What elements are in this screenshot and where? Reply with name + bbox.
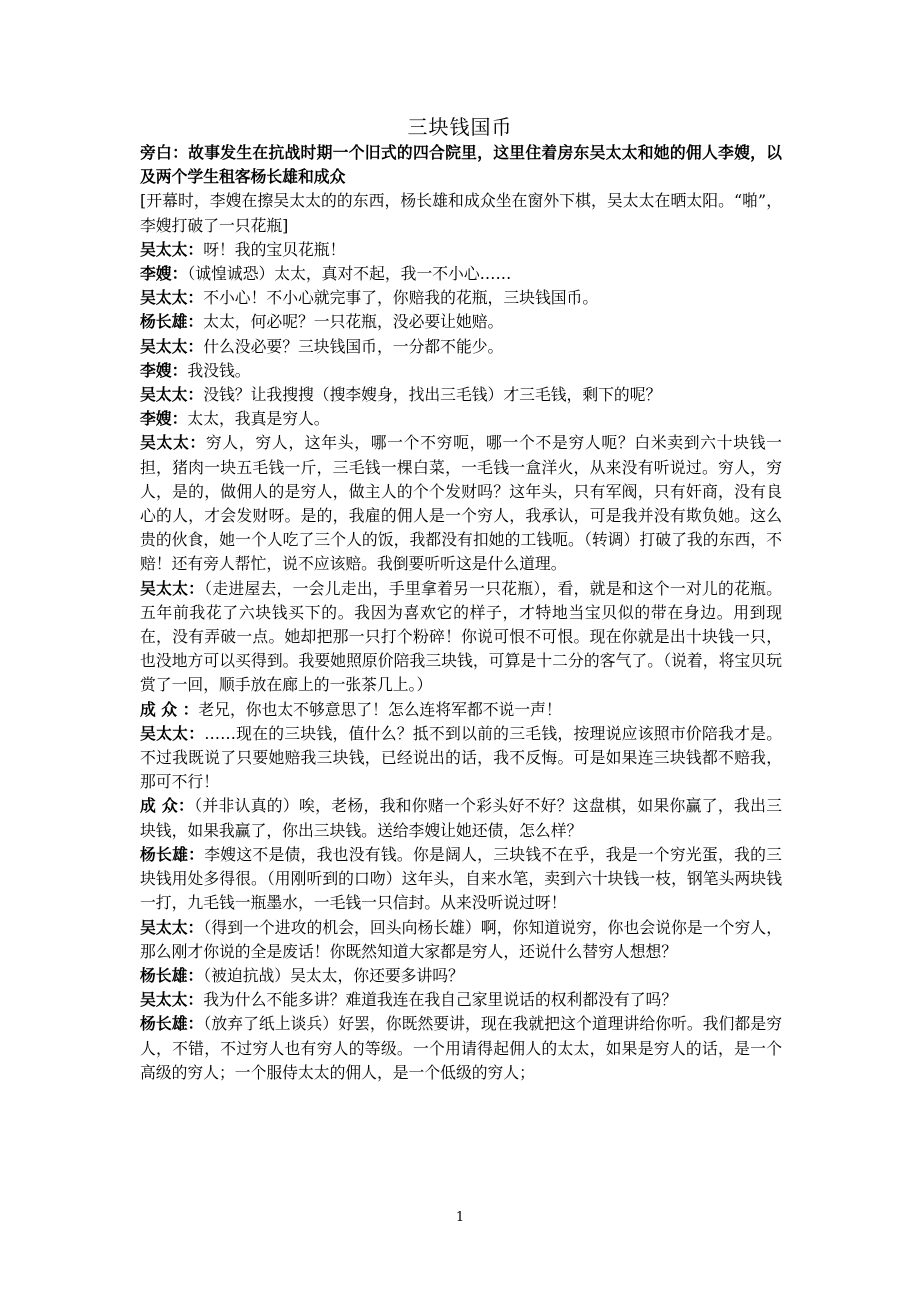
speaker-label: 吴太太： [140,990,204,1010]
dialogue-text: 穷人，穷人，这年头，哪一个不穷呃，哪一个不是穷人呃？白米卖到六十块钱一担，猪肉一块五毛钱一斤，三毛钱一棵白菜，一毛钱一盒洋火，从来没有听说过。穷人，穷人，是的，做佣人的是穷人，做主人的个个发财吗？这年头，只有军阀，只有奸商，没有良心的人，才会发财呀。是的，我雇的佣人是一个穷人，我承认，可是我并没有欺负她。这么贵的伙食，她一个人吃了三个人的饭，我都没有扣她的工钱呃。（转调）打破了我的东西，不赔！还有旁人帮忙，说不应该赔。我倒要听听这是什么道理。 [140,433,782,574]
speaker-label: 成 众： [140,796,195,816]
dialogue-text: 李嫂这不是债，我也没有钱。你是阔人，三块钱不在乎，我是一个穷光蛋，我的三块钱用处多得很。（用刚听到的口吻）这年头，自来水笔，卖到六十块钱一枝，钢笔头两块钱一打，九毛钱一瓶墨水，一毛钱一只信封。从来没听说过呀！ [140,844,782,913]
dialogue-paragraph [140,577,782,698]
dialogue-paragraph [140,1012,782,1085]
speaker-label: 李嫂： [140,360,188,380]
speaker-label: 吴太太： [140,723,205,743]
dialogue-text: 什么没必要？三块钱国币，一分都不能少。 [203,336,504,356]
dialogue-paragraph [140,916,782,964]
dialogue-text: 太太，我真是穷人。 [187,409,330,429]
dialogue-text: 没钱？让我搜搜（搜李嫂身，找出三毛钱）才三毛钱，剩下的呢？ [203,385,662,405]
dialogue-paragraph [140,431,782,576]
dialogue-paragraph [140,310,782,334]
dialogue-paragraph [140,189,782,237]
dialogue-text: 呀！我的宝贝花瓶！ [203,239,346,259]
script-body [140,141,782,1085]
dialogue-paragraph [140,964,782,988]
dialogue-paragraph [140,238,782,262]
dialogue-text: （走进屋去，一会儿走出，手里拿着另一只花瓶），看，就是和这个一对儿的花瓶。五年前我花了六块钱买下的。我因为喜欢它的样子，才特地当宝贝似的带在身边。用到现在，没有弄破一点。她却把那一只打个粉碎！你说可恨不可恨。现在你就是出十块钱一只，也没地方可以买得到。我要她照原价陪我三块钱，可算是十二分的客气了。（说着，将宝贝玩赏了一回，顺手放在廊上的一张茶几上。） [140,578,782,695]
speaker-label: 吴太太： [140,433,206,453]
dialogue-text: （放弃了纸上谈兵）好罢，你既然要讲，现在我就把这个道理讲给你听。我们都是穷人，不错，不过穷人也有穷人的等级。一个用请得起佣人的太太，如果是穷人的话，是一个高级的穷人；一个服侍太太的佣人，是一个低级的穷人； [140,1014,782,1082]
narration-paragraph [140,141,782,189]
speaker-label: 杨长雄： [140,965,204,985]
dialogue-paragraph [140,335,782,359]
dialogue-paragraph [140,262,782,286]
dialogue-paragraph [140,988,782,1012]
dialogue-text: （被迫抗战）吴太太，你还要多讲吗？ [203,965,464,985]
speaker-label: 吴太太： [140,578,205,598]
speaker-label: 吴太太： [140,288,204,308]
page-number: 1 [455,1210,465,1225]
speaker-label: 杨长雄： [140,844,205,864]
speaker-label: 旁白： [140,143,189,162]
speaker-label: 吴太太： [140,385,204,405]
dialogue-paragraph [140,286,782,310]
dialogue-text: 我为什么不能多讲？难道我连在我自己家里说话的权利都没有了吗？ [203,990,678,1010]
speaker-label: 杨长雄： [140,312,204,332]
dialogue-text: 故事发生在抗战时期一个旧式的四合院里，这里住着房东吴太太和她的佣人李嫂，以及两个学生租客杨长雄和成众 [140,143,782,187]
speaker-label: 成 众 ： [140,699,199,719]
page-title: 三块钱国币 [407,115,513,139]
dialogue-paragraph [140,843,782,916]
speaker-label: 李嫂： [140,409,188,429]
dialogue-text: 我没钱。 [187,360,251,380]
dialogue-paragraph [140,722,782,795]
dialogue-text: （诚惶诚恐）太太，真对不起，我一不小心…… [187,264,512,284]
dialogue-paragraph [140,383,782,407]
dialogue-paragraph [140,407,782,431]
dialogue-paragraph [140,794,782,842]
speaker-label: 李嫂： [140,264,188,284]
dialogue-paragraph [140,359,782,383]
dialogue-paragraph [140,698,782,722]
dialogue-text: （得到一个进攻的机会，回头向杨长雄）啊，你知道说穷，你也会说你是一个穷人，那么刚才你说的全是废话！你既然知道大家都是穷人，还说什么替穷人想想？ [140,917,782,961]
dialogue-text: （并非认真的）唉，老杨，我和你赌一个彩头好不好？这盘棋，如果你赢了，我出三块钱，如果我赢了，你出三块钱。送给李嫂让她还债，怎么样？ [140,796,783,840]
dialogue-text: ……现在的三块钱，值什么？抵不到以前的三毛钱，按理说应该照市价陪我才是。不过我既说了只要她赔我三块钱，已经说出的话，我不反悔。可是如果连三块钱都不赔我，那可不行！ [140,723,782,792]
speaker-label: 吴太太： [140,239,204,259]
dialogue-text: 不小心！不小心就完事了，你赔我的花瓶，三块钱国币。 [203,288,599,308]
dialogue-text: [开幕时，李嫂在擦吴太太的的东西，杨长雄和成众坐在窗外下棋，吴太太在晒太阳。“啪”，李嫂打破了一只花瓶] [140,191,782,235]
speaker-label: 吴太太： [140,917,204,937]
dialogue-text: 太太，何必呢？一只花瓶，没必要让她赔。 [203,312,504,332]
speaker-label: 杨长雄： [140,1014,204,1034]
dialogue-text: 老兄，你也太不够意思了！怎么连将军都不说一声！ [198,699,562,719]
speaker-label: 吴太太： [140,336,204,356]
